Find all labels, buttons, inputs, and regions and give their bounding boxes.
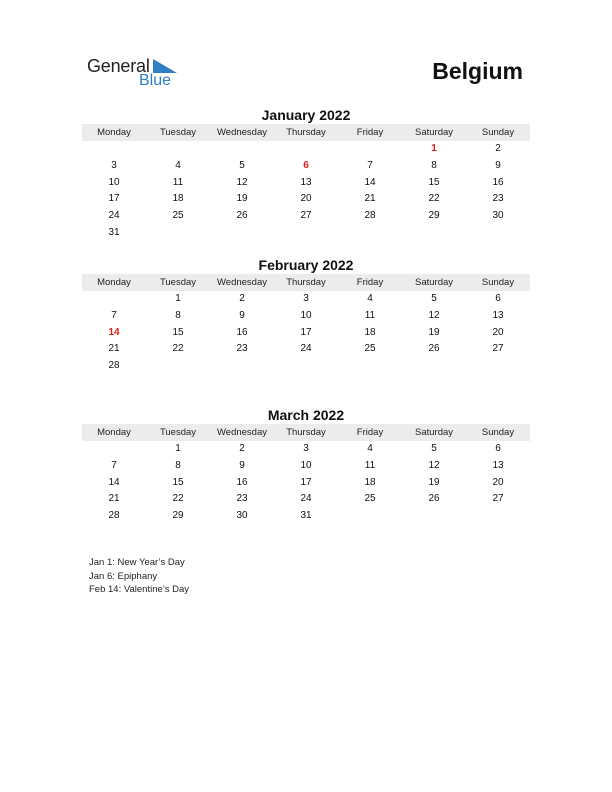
day-cell: 27: [492, 493, 504, 505]
day-cell: 8: [431, 159, 437, 171]
day-cell: 20: [492, 326, 504, 338]
day-cell: 19: [236, 193, 248, 205]
weekday-label: Tuesday: [159, 427, 197, 438]
day-cell: 8: [175, 309, 181, 321]
day-cell: [82, 291, 146, 308]
month-title: March 2022: [267, 407, 345, 423]
day-cell: 26: [428, 493, 440, 505]
day-cell: 10: [108, 176, 120, 188]
day-cell: 4: [175, 159, 181, 171]
day-cell: 31: [300, 510, 312, 522]
month-calendar: [82, 406, 530, 525]
week-row: [82, 508, 530, 525]
weekday-label: Sunday: [481, 427, 515, 438]
day-cell: 25: [364, 493, 376, 505]
day-cell: 12: [236, 176, 248, 188]
day-cell: 20: [300, 193, 312, 205]
week-row: [82, 208, 530, 225]
logo-blue-text: Blue: [139, 72, 172, 89]
week-row: [82, 341, 530, 358]
day-cell: [274, 358, 338, 375]
logo-triangle-icon: [153, 59, 177, 73]
day-cell: [466, 225, 530, 242]
day-cell: 22: [172, 343, 184, 355]
week-row: [82, 291, 530, 308]
day-cell: 27: [300, 210, 312, 222]
week-row: [82, 191, 530, 208]
day-cell: [402, 358, 466, 375]
day-cell: 17: [300, 476, 312, 488]
week-row: [82, 308, 530, 325]
day-cell: 11: [172, 176, 184, 188]
day-cell: 31: [108, 226, 120, 238]
weekday-label: Saturday: [414, 427, 454, 438]
month-title: January 2022: [261, 107, 351, 123]
week-row: [82, 491, 530, 508]
day-cell: 16: [492, 176, 504, 188]
day-cell: 23: [236, 343, 248, 355]
day-cell: 3: [111, 159, 117, 171]
day-cell: [210, 225, 274, 242]
holiday-day-cell: 1: [431, 143, 437, 154]
weekday-label: Monday: [97, 427, 131, 438]
day-cell: 15: [172, 476, 184, 488]
weekday-label: Wednesday: [217, 127, 267, 138]
day-cell: 29: [172, 510, 184, 522]
day-cell: 29: [428, 210, 440, 222]
day-cell: [402, 508, 466, 525]
weekday-label: Wednesday: [217, 427, 267, 438]
day-cell: 22: [172, 493, 184, 505]
day-cell: 17: [300, 326, 312, 338]
day-cell: 28: [108, 510, 120, 522]
day-cell: 11: [364, 309, 376, 321]
day-cell: 13: [492, 309, 504, 321]
day-cell: 10: [300, 459, 312, 471]
week-row: [82, 225, 530, 242]
logo-general-text: General: [87, 56, 150, 76]
day-cell: 7: [111, 309, 117, 321]
holiday-day-cell: 14: [108, 326, 120, 338]
day-cell: 18: [172, 193, 184, 205]
day-cell: [338, 508, 402, 525]
day-cell: 12: [428, 309, 440, 321]
day-cell: 9: [239, 309, 245, 321]
day-cell: 5: [431, 293, 437, 304]
day-cell: [338, 141, 402, 158]
day-cell: 14: [108, 476, 120, 488]
day-cell: [466, 358, 530, 375]
day-cell: 20: [492, 476, 504, 488]
day-cell: [210, 141, 274, 158]
day-cell: [402, 225, 466, 242]
day-cell: 18: [364, 476, 376, 488]
weekday-label: Friday: [356, 427, 384, 438]
day-cell: 21: [108, 493, 120, 505]
day-cell: 25: [364, 343, 376, 355]
week-row: [82, 141, 530, 158]
holiday-day-cell: 6: [303, 159, 309, 171]
day-cell: 7: [367, 159, 373, 171]
day-cell: 24: [108, 210, 120, 222]
holiday-entry: Feb 14: Valentine’s Day: [89, 584, 189, 595]
country-title: Belgium: [432, 58, 523, 84]
day-cell: 30: [492, 210, 504, 222]
day-cell: 9: [495, 159, 501, 171]
day-cell: 30: [236, 510, 248, 522]
weekday-label: Thursday: [286, 127, 326, 138]
weekday-label: Monday: [97, 127, 131, 138]
day-cell: 10: [300, 309, 312, 321]
day-cell: [82, 441, 146, 458]
day-cell: 19: [428, 476, 440, 488]
weekday-label: Monday: [97, 277, 131, 288]
day-cell: 27: [492, 343, 504, 355]
day-cell: 19: [428, 326, 440, 338]
month-calendar: [82, 256, 530, 375]
weekday-label: Friday: [356, 127, 384, 138]
day-cell: [146, 225, 210, 242]
week-row: [82, 441, 530, 458]
week-row: [82, 325, 530, 342]
day-cell: 9: [239, 459, 245, 471]
day-cell: [146, 358, 210, 375]
day-cell: 18: [364, 326, 376, 338]
day-cell: 3: [303, 293, 309, 304]
day-cell: [466, 508, 530, 525]
month-calendar: [82, 106, 530, 242]
day-cell: 6: [495, 443, 501, 454]
week-row: [82, 175, 530, 192]
logo: [87, 56, 187, 92]
day-cell: [338, 358, 402, 375]
day-cell: 16: [236, 476, 248, 488]
day-cell: 5: [431, 443, 437, 454]
week-row: [82, 458, 530, 475]
day-cell: 21: [108, 343, 120, 355]
holiday-entry: Jan 1: New Year’s Day: [89, 557, 185, 568]
weekday-header-row: [82, 274, 530, 291]
weekday-label: Sunday: [481, 127, 515, 138]
weekday-header-row: [82, 124, 530, 141]
day-cell: 16: [236, 326, 248, 338]
weekday-label: Friday: [356, 277, 384, 288]
day-cell: 23: [492, 193, 504, 205]
day-cell: 6: [495, 293, 501, 304]
day-cell: 25: [172, 210, 184, 222]
holiday-entry: Jan 6: Epiphany: [89, 570, 158, 582]
day-cell: 28: [108, 360, 120, 372]
day-cell: 23: [236, 493, 248, 505]
day-cell: 13: [300, 176, 312, 188]
day-cell: 11: [364, 459, 376, 471]
day-cell: 12: [428, 459, 440, 471]
weekday-label: Sunday: [481, 277, 515, 288]
day-cell: 2: [495, 143, 501, 154]
day-cell: 1: [175, 293, 181, 304]
day-cell: 7: [111, 459, 117, 471]
day-cell: 4: [367, 293, 373, 304]
week-row: [82, 158, 530, 175]
weekday-label: Thursday: [286, 427, 326, 438]
day-cell: 13: [492, 459, 504, 471]
day-cell: 24: [300, 343, 312, 355]
day-cell: [82, 141, 146, 158]
day-cell: 15: [172, 326, 184, 338]
weekday-label: Wednesday: [217, 277, 267, 288]
day-cell: 15: [428, 176, 440, 188]
week-row: [82, 358, 530, 375]
day-cell: 5: [239, 159, 245, 171]
day-cell: 21: [364, 193, 376, 205]
weekday-label: Saturday: [414, 277, 454, 288]
month-title: February 2022: [258, 257, 354, 273]
day-cell: [274, 225, 338, 242]
day-cell: 26: [236, 210, 248, 222]
day-cell: 2: [239, 443, 245, 454]
day-cell: 17: [108, 193, 120, 205]
day-cell: 14: [364, 176, 376, 188]
holiday-list: [89, 556, 189, 597]
day-cell: [274, 141, 338, 158]
weekday-label: Tuesday: [159, 127, 197, 138]
day-cell: [210, 358, 274, 375]
day-cell: 24: [300, 493, 312, 505]
week-row: [82, 475, 530, 492]
day-cell: 2: [239, 293, 245, 304]
day-cell: 26: [428, 343, 440, 355]
day-cell: 28: [364, 210, 376, 222]
day-cell: [146, 141, 210, 158]
day-cell: 4: [367, 443, 373, 454]
weekday-label: Tuesday: [159, 277, 197, 288]
day-cell: 1: [175, 443, 181, 454]
weekday-label: Thursday: [286, 277, 326, 288]
weekday-header-row: [82, 424, 530, 441]
day-cell: [338, 225, 402, 242]
day-cell: 3: [303, 443, 309, 454]
weekday-label: Saturday: [414, 127, 454, 138]
day-cell: 22: [428, 193, 440, 205]
day-cell: 8: [175, 459, 181, 471]
